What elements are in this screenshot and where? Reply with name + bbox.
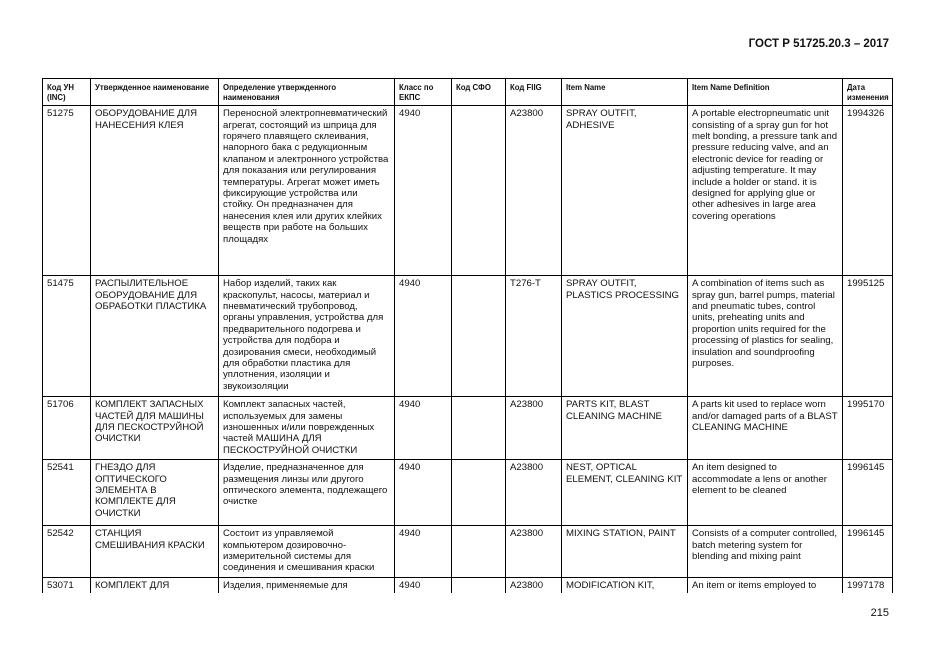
cell-name: ГНЕЗДО ДЛЯ ОПТИЧЕСКОГО ЭЛЕМЕНТА В КОМПЛЕКТЕ ДЛЯ ОЧИСТКИ [91, 460, 219, 526]
cell-fiig: T276-T [506, 276, 562, 397]
cell-name: КОМПЛЕКТ ДЛЯ [91, 578, 219, 593]
cell-fiig: A23800 [506, 106, 562, 276]
column-header-fiig: Код FIIG [506, 79, 562, 106]
cell-definition: Изделия, применяемые для [219, 578, 395, 593]
cell-date: 1994326 [843, 106, 893, 276]
cell-ekps: 4940 [395, 526, 452, 578]
cell-ekps: 4940 [395, 397, 452, 460]
cell-date: 1996145 [843, 460, 893, 526]
column-header-name: Утвержденное наименование [91, 79, 219, 106]
cell-date: 1997178 [843, 578, 893, 593]
cell-definition: Комплект запасных частей, используемых для замены изношенных и/или поврежденных частей МАШИНА ДЛЯ ПЕСКОСТРУЙНОЙ ОЧИСТКИ [219, 397, 395, 460]
cell-item-name: SPRAY OUTFIT, ADHESIVE [562, 106, 688, 276]
column-header-definition: Определение утвержденного наименования [219, 79, 395, 106]
table-row [43, 578, 893, 593]
cell-sfo [452, 578, 506, 593]
cell-name: СТАНЦИЯ СМЕШИВАНИЯ КРАСКИ [91, 526, 219, 578]
cell-item-name: PARTS KIT, BLAST CLEANING MACHINE [562, 397, 688, 460]
cell-item-definition: A combination of items such as spray gun, barrel pumps, material and pneumatic tubes, control units, preheating units and proportion units required for the processing of plastics for sealing, insulation and soundproofing purposes. [688, 276, 843, 397]
table-row [43, 106, 893, 276]
cell-item-definition: Consists of a computer controlled, batch metering system for blending and mixing paint [688, 526, 843, 578]
cell-sfo [452, 526, 506, 578]
cell-ekps: 4940 [395, 460, 452, 526]
column-header-item-definition: Item Name Definition [688, 79, 843, 106]
cell-inc: 52542 [43, 526, 91, 578]
catalog-table [42, 78, 893, 593]
cell-name: РАСПЫЛИТЕЛЬНОЕ ОБОРУДОВАНИЕ ДЛЯ ОБРАБОТКИ ПЛАСТИКА [91, 276, 219, 397]
column-header-sfo: Код СФО [452, 79, 506, 106]
cell-sfo [452, 397, 506, 460]
cell-ekps: 4940 [395, 276, 452, 397]
cell-inc: 52541 [43, 460, 91, 526]
column-header-item-name: Item Name [562, 79, 688, 106]
table-row [43, 526, 893, 578]
cell-item-name: MIXING STATION, PAINT [562, 526, 688, 578]
table-row [43, 460, 893, 526]
cell-definition: Переносной электропневматический агрегат, состоящий из шприца для горячего плавящего склеивания, напорного бака с редукционным клапаном и электронного устройства для показания или регулирования температуры. Агрегат может иметь фиксирующие устройства или стойку. Он предназначен для нанесения клея или других клейких веществ при работе на больших площадях [219, 106, 395, 276]
document-header: ГОСТ Р 51725.20.3 – 2017 [748, 38, 889, 50]
cell-sfo [452, 106, 506, 276]
table-row [43, 397, 893, 460]
cell-fiig: A23800 [506, 397, 562, 460]
cell-item-definition: An item or items employed to [688, 578, 843, 593]
table-header-row [43, 79, 893, 106]
cell-item-name: NEST, OPTICAL ELEMENT, CLEANING KIT [562, 460, 688, 526]
cell-inc: 53071 [43, 578, 91, 593]
cell-fiig: A23800 [506, 526, 562, 578]
cell-inc: 51475 [43, 276, 91, 397]
cell-name: КОМПЛЕКТ ЗАПАСНЫХ ЧАСТЕЙ ДЛЯ МАШИНЫ ДЛЯ ПЕСКОСТРУЙНОЙ ОЧИСТКИ [91, 397, 219, 460]
cell-item-definition: An item designed to accommodate a lens or another element to be cleaned [688, 460, 843, 526]
cell-item-name: SPRAY OUTFIT, PLASTICS PROCESSING [562, 276, 688, 397]
cell-sfo [452, 276, 506, 397]
cell-item-definition: A portable electropneumatic unit consisting of a spray gun for hot melt bonding, a pressure tank and pressure reducing valve, and an electronic device for reading or adjusting temperature. It may include a holder or stand. it is designed for applying glue or other adhesives in large area covering operations [688, 106, 843, 276]
column-header-date: Дата изменения [843, 79, 893, 106]
cell-name: ОБОРУДОВАНИЕ ДЛЯ НАНЕСЕНИЯ КЛЕЯ [91, 106, 219, 276]
cell-date: 1995125 [843, 276, 893, 397]
cell-ekps: 4940 [395, 106, 452, 276]
table-row [43, 276, 893, 397]
cell-sfo [452, 460, 506, 526]
cell-date: 1995170 [843, 397, 893, 460]
cell-ekps: 4940 [395, 578, 452, 593]
cell-inc: 51706 [43, 397, 91, 460]
cell-definition: Состоит из управляемой компьютером дозировочно-измерительной системы для соединения и смешивания краски [219, 526, 395, 578]
column-header-ekps: Класс по ЕКПС [395, 79, 452, 106]
cell-date: 1996145 [843, 526, 893, 578]
cell-fiig: A23800 [506, 578, 562, 593]
cell-definition: Набор изделий, таких как краскопульт, насосы, материал и пневматический трубопровод, органы управления, устройства для предварительного подогрева и устройства для подбора и дозирования смеси, необходимый для обработки пластика для уплотнения, изоляции и звукоизоляции [219, 276, 395, 397]
cell-inc: 51275 [43, 106, 91, 276]
cell-fiig: A23800 [506, 460, 562, 526]
cell-definition: Изделие, предназначенное для размещения линзы или другого оптического элемента, подлежащего очистке [219, 460, 395, 526]
page-number: 215 [870, 607, 889, 619]
column-header-inc: Код УН (INC) [43, 79, 91, 106]
cell-item-definition: A parts kit used to replace worn and/or damaged parts of a BLAST CLEANING MACHINE [688, 397, 843, 460]
cell-item-name: MODIFICATION KIT, [562, 578, 688, 593]
